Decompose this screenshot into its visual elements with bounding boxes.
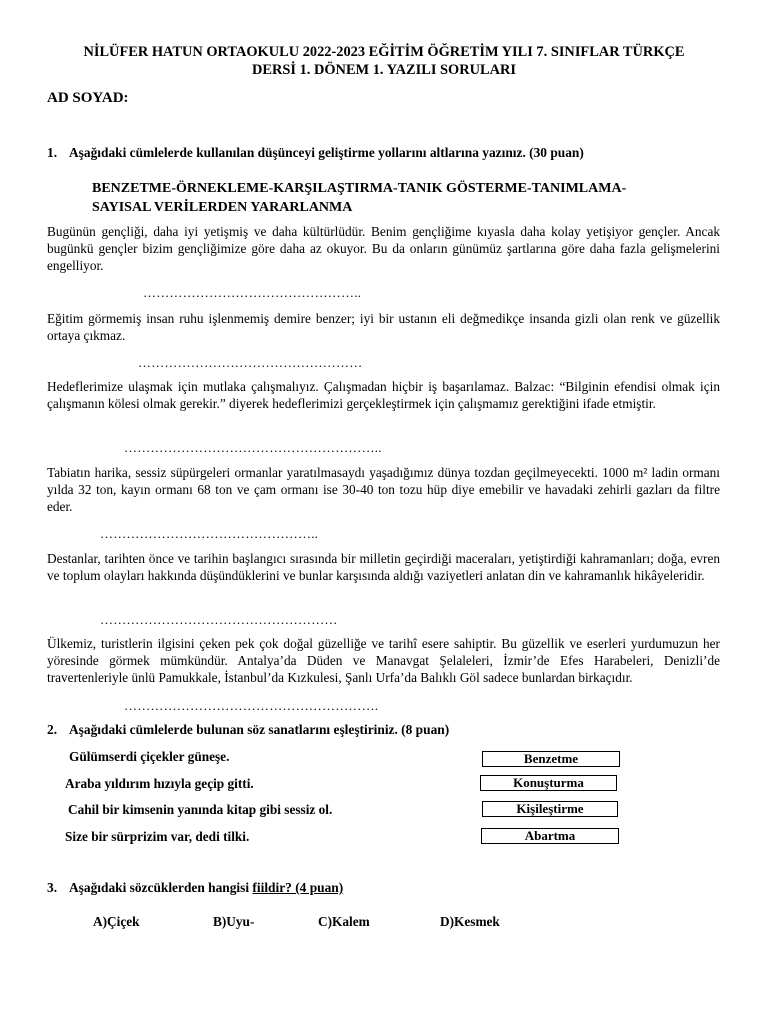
term-box-benzetme: Benzetme <box>482 751 620 767</box>
question-2 <box>47 722 449 738</box>
paragraph-5: Destanlar, tarihten önce ve tarihin başlangıcı sırasında bir milletin geçirdiği maceraları, yetiştirdiği kahramanları; doğa, evren ve toplum olayları hakkında düşündüklerini ve bunlar karşısında aldığı vaziyetleri anlatan din ve kahramanlık hikâyeleridir. <box>47 551 720 583</box>
question-2-text: Aşağıdaki cümlelerde bulunan söz sanatlarını eşleştiriniz. (8 puan) <box>69 722 450 737</box>
paragraph-6: Ülkemiz, turistlerin ilgisini çeken pek çok doğal güzelliğe ve tarihî esere sahiptir. Bu güzellik ve eserleri yurdumuzun her yöresinde görmek mümkündür. Antalya’da Düden ve Manavgat Şelaleleri, İzmir’de Efes Harabeleri, Denizli’de travertenleriyle ünlü Pamukkale, İstanbul’da Kızkulesi, Şanlı Urfa’da Balıklı Göl sadece bunlardan birkaçıdır. <box>47 636 720 685</box>
choice-c: C)Kalem <box>318 914 370 929</box>
exam-title <box>40 43 728 79</box>
choice-d: D)Kesmek <box>440 914 500 929</box>
paragraph-1: Bugünün gençliği, daha iyi yetişmiş ve daha kültürlüdür. Benim gençliğime kıyasla daha kolay yetişiyor gençler. Ancak bugünkü gençler bizim gençliğimize göre daha az okuyor. Bu da onların günümüz şartlarına göre daha fazla gelişmelerini engelliyor. <box>47 224 720 273</box>
term-box-kisilestirme: Kişileştirme <box>482 801 618 817</box>
question-1-text: Aşağıdaki cümlelerde kullanılan düşünceyi geliştirme yollarını altlarına yazınız. (30 puan) <box>69 145 584 160</box>
paragraph-3: Hedeflerimize ulaşmak için mutlaka çalışmalıyız. Çalışmadan hiçbir iş başarılamaz. Balzac: “Bilginin efendisi olmak için çalışmanın kölesi olmak gerekir.” diyerek hedeflerimizi gerçekleştirmek için çalışmamız gerektiğini ifade etmiştir. <box>47 379 720 411</box>
paragraph-2: Eğitim görmemiş insan ruhu işlenmemiş demire benzer; iyi bir ustanın eli değmedikçe insanda gizli olan renk ve güzellik ortaya çıkmaz. <box>47 311 720 343</box>
question-3-text: Aşağıdaki sözcüklerden hangisi <box>69 880 253 895</box>
figure-sentence-2: Araba yıldırım hızıyla geçip gitti. <box>65 776 254 791</box>
figure-sentence-4: Size bir sürprizim var, dedi tilki. <box>65 829 250 844</box>
method-options-line1: BENZETME-ÖRNEKLEME-KARŞILAŞTIRMA-TANIK GÖSTERME-TANIMLAMA- <box>92 181 627 196</box>
method-options <box>92 179 702 217</box>
choice-b: B)Uyu- <box>213 914 255 929</box>
answer-line-2: …………………………………………… <box>138 355 363 370</box>
answer-line-5: ……………………………………………… <box>100 612 338 627</box>
figure-sentence-1: Gülümserdi çiçekler güneşe. <box>69 749 230 764</box>
exam-title-line1: NİLÜFER HATUN ORTAOKULU 2022-2023 EĞİTİM ÖĞRETİM YILI 7. SINIFLAR TÜRKÇE <box>83 44 685 60</box>
choice-a: A)Çiçek <box>93 914 140 929</box>
paragraph-4: Tabiatın harika, sessiz süpürgeleri ormanlar yaratılmasaydı yaşadığımız dünya tozdan geçilmeyecekti. 1000 m² ladin ormanı yılda 32 ton, kayın ormanı 68 ton ve çam ormanı ise 30-40 ton tozu hüp diye emebilir ve havadaki zehirli gazları da filtre eder. <box>47 465 720 514</box>
method-options-line2: SAYISAL VERİLERDEN YARARLANMA <box>92 200 353 215</box>
answer-line-4: ………………………………………….. <box>100 526 319 541</box>
answer-line-6: …………………………………………………. <box>124 698 379 713</box>
question-3 <box>47 880 343 896</box>
answer-line-1: ………………………………………….. <box>143 285 362 300</box>
term-box-abartma: Abartma <box>481 828 619 844</box>
name-label: AD SOYAD: <box>47 90 129 106</box>
term-box-konusturma: Konuşturma <box>480 775 617 791</box>
question-3-underlined-text: fiildir? (4 puan) <box>252 880 344 895</box>
question-3-number: 3. <box>47 880 58 895</box>
exam-title-line2: DERSİ 1. DÖNEM 1. YAZILI SORULARI <box>251 62 516 78</box>
question-1-number: 1. <box>47 145 58 160</box>
question-2-number: 2. <box>47 722 58 737</box>
figure-sentence-3: Cahil bir kimsenin yanında kitap gibi sessiz ol. <box>68 802 333 817</box>
question-1 <box>47 145 584 161</box>
answer-line-3: ………………………………………………….. <box>124 440 382 455</box>
